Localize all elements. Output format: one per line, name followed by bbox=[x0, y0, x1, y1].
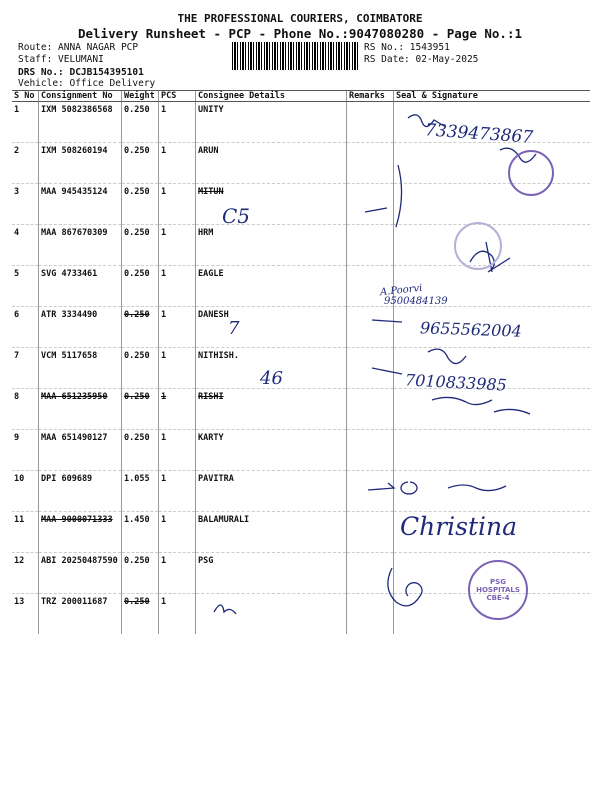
cell-consignee: PAVITRA bbox=[196, 471, 347, 512]
cell-weight: 0.250 bbox=[122, 594, 159, 635]
cell-weight: 1.450 bbox=[122, 512, 159, 553]
cell-consignee: RISHI bbox=[196, 389, 347, 430]
cell-sno: 3 bbox=[12, 184, 39, 225]
rs-number: RS No.: 1543951 bbox=[364, 42, 450, 53]
handwritten-phone-3: 9655562004 bbox=[419, 318, 523, 341]
cell-consignee: DANESH bbox=[196, 307, 347, 348]
cell-consignee: KARTY bbox=[196, 430, 347, 471]
cell-pcs: 1 bbox=[159, 512, 196, 553]
signature-row6 bbox=[372, 320, 402, 322]
cell-consignment: SVG 4733461 bbox=[39, 266, 122, 307]
cell-consignee: EAGLE bbox=[196, 266, 347, 307]
cell-pcs: 1 bbox=[159, 102, 196, 143]
cell-pcs: 1 bbox=[159, 266, 196, 307]
cell-consignment: ABI 20250487590 bbox=[39, 553, 122, 594]
cell-sno: 5 bbox=[12, 266, 39, 307]
route-label: Route: ANNA NAGAR PCP bbox=[18, 42, 139, 53]
col-signature: Seal & Signature bbox=[394, 91, 591, 102]
cell-consignee: UNITY bbox=[196, 102, 347, 143]
signature-row8 bbox=[432, 397, 530, 414]
cell-weight: 0.250 bbox=[122, 389, 159, 430]
cell-pcs: 1 bbox=[159, 184, 196, 225]
cell-consignee: PSG bbox=[196, 553, 347, 594]
col-weight: Weight bbox=[122, 91, 159, 102]
staff-label: Staff: VELUMANI bbox=[18, 54, 104, 65]
cell-pcs: 1 bbox=[159, 389, 196, 430]
cell-weight: 0.250 bbox=[122, 184, 159, 225]
cell-pcs: 1 bbox=[159, 143, 196, 184]
signature-row10 bbox=[368, 482, 506, 494]
handwritten-cs: C5 bbox=[222, 204, 251, 228]
cell-consignment: IXM 508260194 bbox=[39, 143, 122, 184]
handwritten-phone-4: 7010833985 bbox=[404, 370, 508, 395]
cell-weight: 0.250 bbox=[122, 225, 159, 266]
cell-consignment: MAA 651490127 bbox=[39, 430, 122, 471]
signature-row12 bbox=[388, 568, 422, 606]
cell-sno: 11 bbox=[12, 512, 39, 553]
cell-sno: 10 bbox=[12, 471, 39, 512]
handwritten-seven: 7 bbox=[228, 318, 240, 339]
cell-sno: 2 bbox=[12, 143, 39, 184]
cell-sno: 8 bbox=[12, 389, 39, 430]
cell-consignment: MAA 651235950 bbox=[39, 389, 122, 430]
cell-consignment: VCM 5117658 bbox=[39, 348, 122, 389]
cell-pcs: 1 bbox=[159, 594, 196, 635]
cell-weight: 0.250 bbox=[122, 348, 159, 389]
cell-consignee: MITUN bbox=[196, 184, 347, 225]
drs-number: DRS No.: DCJB154395101 bbox=[18, 67, 144, 78]
cell-weight: 0.250 bbox=[122, 102, 159, 143]
cell-consignee: ARUN bbox=[196, 143, 347, 184]
handwritten-phone-1: 7339473867 bbox=[424, 120, 534, 148]
cell-consignment: MAA 9000071333 bbox=[39, 512, 122, 553]
cell-consignment: MAA 945435124 bbox=[39, 184, 122, 225]
col-remarks: Remarks bbox=[347, 91, 394, 102]
cell-sno: 7 bbox=[12, 348, 39, 389]
psg-hospitals-stamp: PSG HOSPITALS CBE-4 bbox=[468, 560, 528, 620]
cell-sno: 6 bbox=[12, 307, 39, 348]
cell-weight: 0.250 bbox=[122, 553, 159, 594]
cell-pcs: 1 bbox=[159, 471, 196, 512]
cell-consignment: DPI 609689 bbox=[39, 471, 122, 512]
col-consignment: Consignment No bbox=[39, 91, 122, 102]
cell-pcs: 1 bbox=[159, 430, 196, 471]
cell-weight: 0.250 bbox=[122, 430, 159, 471]
cell-consignment: IXM 5082386568 bbox=[39, 102, 122, 143]
cell-sno: 4 bbox=[12, 225, 39, 266]
cell-consignment: TRZ 200011687 bbox=[39, 594, 122, 635]
seal-stamp-1 bbox=[508, 150, 554, 196]
cell-consignee: HRM bbox=[196, 225, 347, 266]
cell-sno: 12 bbox=[12, 553, 39, 594]
cell-sno: 1 bbox=[12, 102, 39, 143]
vehicle-label: Vehicle: Office Delivery bbox=[18, 78, 156, 89]
cell-pcs: 1 bbox=[159, 348, 196, 389]
rs-date: RS Date: 02-May-2025 bbox=[364, 54, 479, 65]
col-sno: S No bbox=[12, 91, 39, 102]
cell-weight: 0.250 bbox=[122, 143, 159, 184]
cell-consignment: ATR 3334490 bbox=[39, 307, 122, 348]
signature-row13 bbox=[214, 605, 236, 614]
seal-stamp-2 bbox=[454, 222, 502, 270]
cell-weight: 1.055 bbox=[122, 471, 159, 512]
cell-consignment: MAA 867670309 bbox=[39, 225, 122, 266]
signature-row1 bbox=[408, 115, 444, 127]
tick-row3 bbox=[365, 165, 402, 227]
runsheet-title: Delivery Runsheet - PCP - Phone No.:9047080280 - Page No.:1 bbox=[77, 26, 522, 41]
cell-pcs: 1 bbox=[159, 553, 196, 594]
cell-sno: 9 bbox=[12, 430, 39, 471]
col-consignee: Consignee Details bbox=[196, 91, 347, 102]
cell-pcs: 1 bbox=[159, 225, 196, 266]
signature-row7 bbox=[372, 349, 466, 374]
cell-sno: 13 bbox=[12, 594, 39, 635]
cell-consignee: NITHISH. bbox=[196, 348, 347, 389]
cell-weight: 0.250 bbox=[122, 266, 159, 307]
cell-consignee: BALAMURALI bbox=[196, 512, 347, 553]
handwritten-name: A.Poorvi bbox=[379, 282, 423, 299]
handwritten-christina: Christina bbox=[400, 512, 518, 541]
col-pcs: PCS bbox=[159, 91, 196, 102]
company-name: THE PROFESSIONAL COURIERS, COIMBATORE bbox=[177, 12, 423, 25]
handwritten-phone-2: 9500484139 bbox=[384, 296, 448, 307]
cell-pcs: 1 bbox=[159, 307, 196, 348]
handwritten-fortysix: 46 bbox=[260, 368, 283, 389]
cell-weight: 0.250 bbox=[122, 307, 159, 348]
